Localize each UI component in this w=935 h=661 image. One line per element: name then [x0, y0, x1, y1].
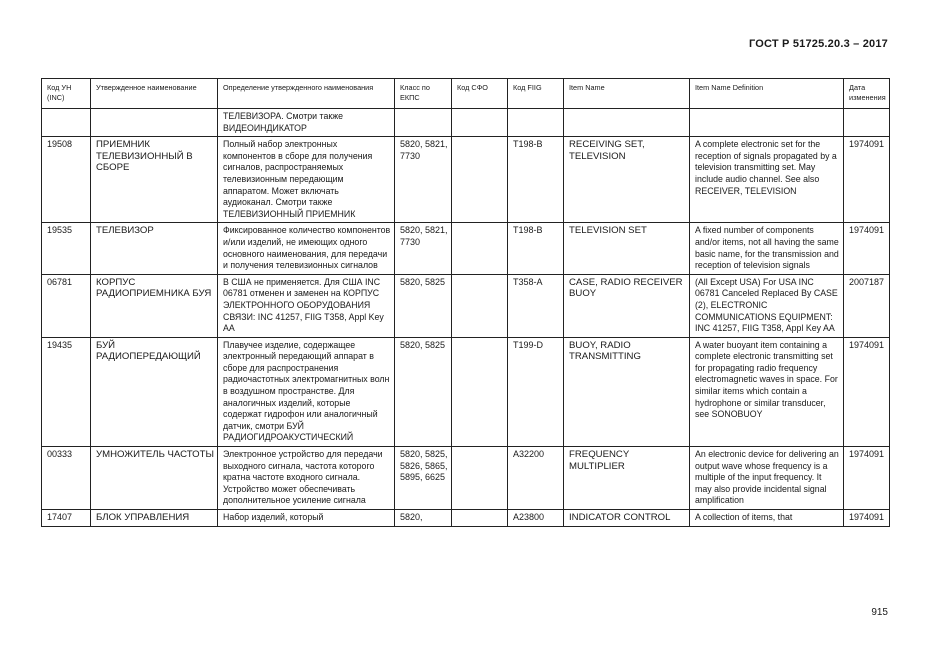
- col-header-inc: Код УН (INC): [42, 79, 91, 109]
- cell-date: 1974091: [844, 137, 890, 223]
- table-row: [42, 137, 890, 223]
- cell-item-def: A fixed number of components and/or items, not all having the same basic name, for the transmission and reception of television signals: [690, 223, 844, 274]
- cell-name-ru: УМНОЖИТЕЛЬ ЧАСТОТЫ: [91, 447, 218, 510]
- cell-name-ru: КОРПУС РАДИОПРИЕМНИКА БУЯ: [91, 274, 218, 337]
- cell-item-name: CASE, RADIO RECEIVER BUOY: [564, 274, 690, 337]
- cell-item-name: [564, 109, 690, 137]
- cell-sfo: [452, 109, 508, 137]
- table-row: [42, 109, 890, 137]
- cell-date: [844, 109, 890, 137]
- cell-fiig: [508, 109, 564, 137]
- cell-inc: [42, 109, 91, 137]
- cell-def-ru: Набор изделий, который: [218, 510, 395, 527]
- cell-fiig: T358-A: [508, 274, 564, 337]
- cell-fiig: T199-D: [508, 337, 564, 446]
- cell-class: 5820, 5821, 7730: [395, 137, 452, 223]
- cell-sfo: [452, 223, 508, 274]
- cell-class: 5820, 5825: [395, 337, 452, 446]
- cell-date: 2007187: [844, 274, 890, 337]
- cell-def-ru: Электронное устройство для передачи выходного сигнала, частота которого кратна частоте входного сигнала. Устройство может обеспечивать дополнительное усиление сигнала: [218, 447, 395, 510]
- col-header-sfo: Код СФО: [452, 79, 508, 109]
- col-header-date: Дата изменения: [844, 79, 890, 109]
- cell-inc: 06781: [42, 274, 91, 337]
- cell-item-def: An electronic device for delivering an output wave whose frequency is a multiple of the input frequency. It may also provide incidental signal amplification: [690, 447, 844, 510]
- cell-name-ru: БЛОК УПРАВЛЕНИЯ: [91, 510, 218, 527]
- cell-class: 5820, 5825: [395, 274, 452, 337]
- table-row: [42, 510, 890, 527]
- cell-name-ru: ПРИЕМНИК ТЕЛЕВИЗИОННЫЙ В СБОРЕ: [91, 137, 218, 223]
- col-header-item-def: Item Name Definition: [690, 79, 844, 109]
- cell-fiig: A32200: [508, 447, 564, 510]
- cell-item-def: A water buoyant item containing a complete electronic transmitting set for propagating radio frequency electromagnetic waves in space. For similar items which contain a hydrophone or similar transducer, see SONOBUOY: [690, 337, 844, 446]
- nomenclature-table: [41, 78, 890, 527]
- cell-def-ru: В США не применяется. Для США INC 06781 отменен и заменен на КОРПУС ЭЛЕКТРОННОГО ОБОРУДОВАНИЯ СВЯЗИ: INC 41257, FIIG T358, Appl Key AA: [218, 274, 395, 337]
- table-header-row: [42, 79, 890, 109]
- cell-item-def: (All Except USA) For USA INC 06781 Canceled Replaced By CASE (2), ELECTRONIC COMMUNICATIONS EQUIPMENT: INC 41257, FIIG T358, Appl Key AA: [690, 274, 844, 337]
- col-header-fiig: Код FIIG: [508, 79, 564, 109]
- cell-inc: 19435: [42, 337, 91, 446]
- cell-item-name: FREQUENCY MULTIPLIER: [564, 447, 690, 510]
- cell-item-def: [690, 109, 844, 137]
- cell-class: 5820, 5825, 5826, 5865, 5895, 6625: [395, 447, 452, 510]
- cell-fiig: T198-B: [508, 223, 564, 274]
- cell-inc: 19508: [42, 137, 91, 223]
- cell-inc: 00333: [42, 447, 91, 510]
- cell-class: 5820,: [395, 510, 452, 527]
- cell-name-ru: БУЙ РАДИОПЕРЕДАЮЩИЙ: [91, 337, 218, 446]
- table-row: [42, 274, 890, 337]
- cell-sfo: [452, 137, 508, 223]
- standard-header: ГОСТ Р 51725.20.3 – 2017: [748, 38, 888, 50]
- table-row: [42, 447, 890, 510]
- cell-def-ru: Полный набор электронных компонентов в сборе для получения сигналов, распространяемых телевизионным передающим аппаратом. Может включать аудиоканал. Смотри также ТЕЛЕВИЗИОННЫЙ ПРИЕМНИК: [218, 137, 395, 223]
- cell-item-name: RECEIVING SET, TELEVISION: [564, 137, 690, 223]
- page-number: 915: [871, 607, 888, 618]
- cell-fiig: T198-B: [508, 137, 564, 223]
- cell-def-ru: Плавучее изделие, содержащее электронный передающий аппарат в сборе для распространения радиочастотных электромагнитных волн в воздушном пространстве. Для аналогичных изделий, которые содержат гидрофон или аналогичный датчик, смотри БУЙ РАДИОГИДРОАКУСТИЧЕСКИЙ: [218, 337, 395, 446]
- cell-inc: 19535: [42, 223, 91, 274]
- cell-date: 1974091: [844, 223, 890, 274]
- col-header-name-ru: Утвержденное наименование: [91, 79, 218, 109]
- cell-inc: 17407: [42, 510, 91, 527]
- cell-sfo: [452, 274, 508, 337]
- cell-sfo: [452, 447, 508, 510]
- cell-sfo: [452, 337, 508, 446]
- table-row: [42, 337, 890, 446]
- col-header-class: Класс по ЕКПС: [395, 79, 452, 109]
- cell-sfo: [452, 510, 508, 527]
- cell-fiig: A23800: [508, 510, 564, 527]
- col-header-item-name: Item Name: [564, 79, 690, 109]
- cell-def-ru: ТЕЛЕВИЗОРА. Смотри также ВИДЕОИНДИКАТОР: [218, 109, 395, 137]
- cell-item-name: BUOY, RADIO TRANSMITTING: [564, 337, 690, 446]
- table-row: [42, 223, 890, 274]
- cell-name-ru: [91, 109, 218, 137]
- col-header-def-ru: Определение утвержденного наименования: [218, 79, 395, 109]
- cell-date: 1974091: [844, 447, 890, 510]
- cell-item-name: TELEVISION SET: [564, 223, 690, 274]
- cell-class: [395, 109, 452, 137]
- cell-item-def: A collection of items, that: [690, 510, 844, 527]
- cell-class: 5820, 5821, 7730: [395, 223, 452, 274]
- cell-item-def: A complete electronic set for the reception of signals propagated by a television transmitting set. May include audio channel. See also RECEIVER, TELEVISION: [690, 137, 844, 223]
- cell-date: 1974091: [844, 510, 890, 527]
- cell-date: 1974091: [844, 337, 890, 446]
- cell-item-name: INDICATOR CONTROL: [564, 510, 690, 527]
- cell-def-ru: Фиксированное количество компонентов и/или изделий, не имеющих одного основного наименования, для передачи и получения телевизионных сигналов: [218, 223, 395, 274]
- cell-name-ru: ТЕЛЕВИЗОР: [91, 223, 218, 274]
